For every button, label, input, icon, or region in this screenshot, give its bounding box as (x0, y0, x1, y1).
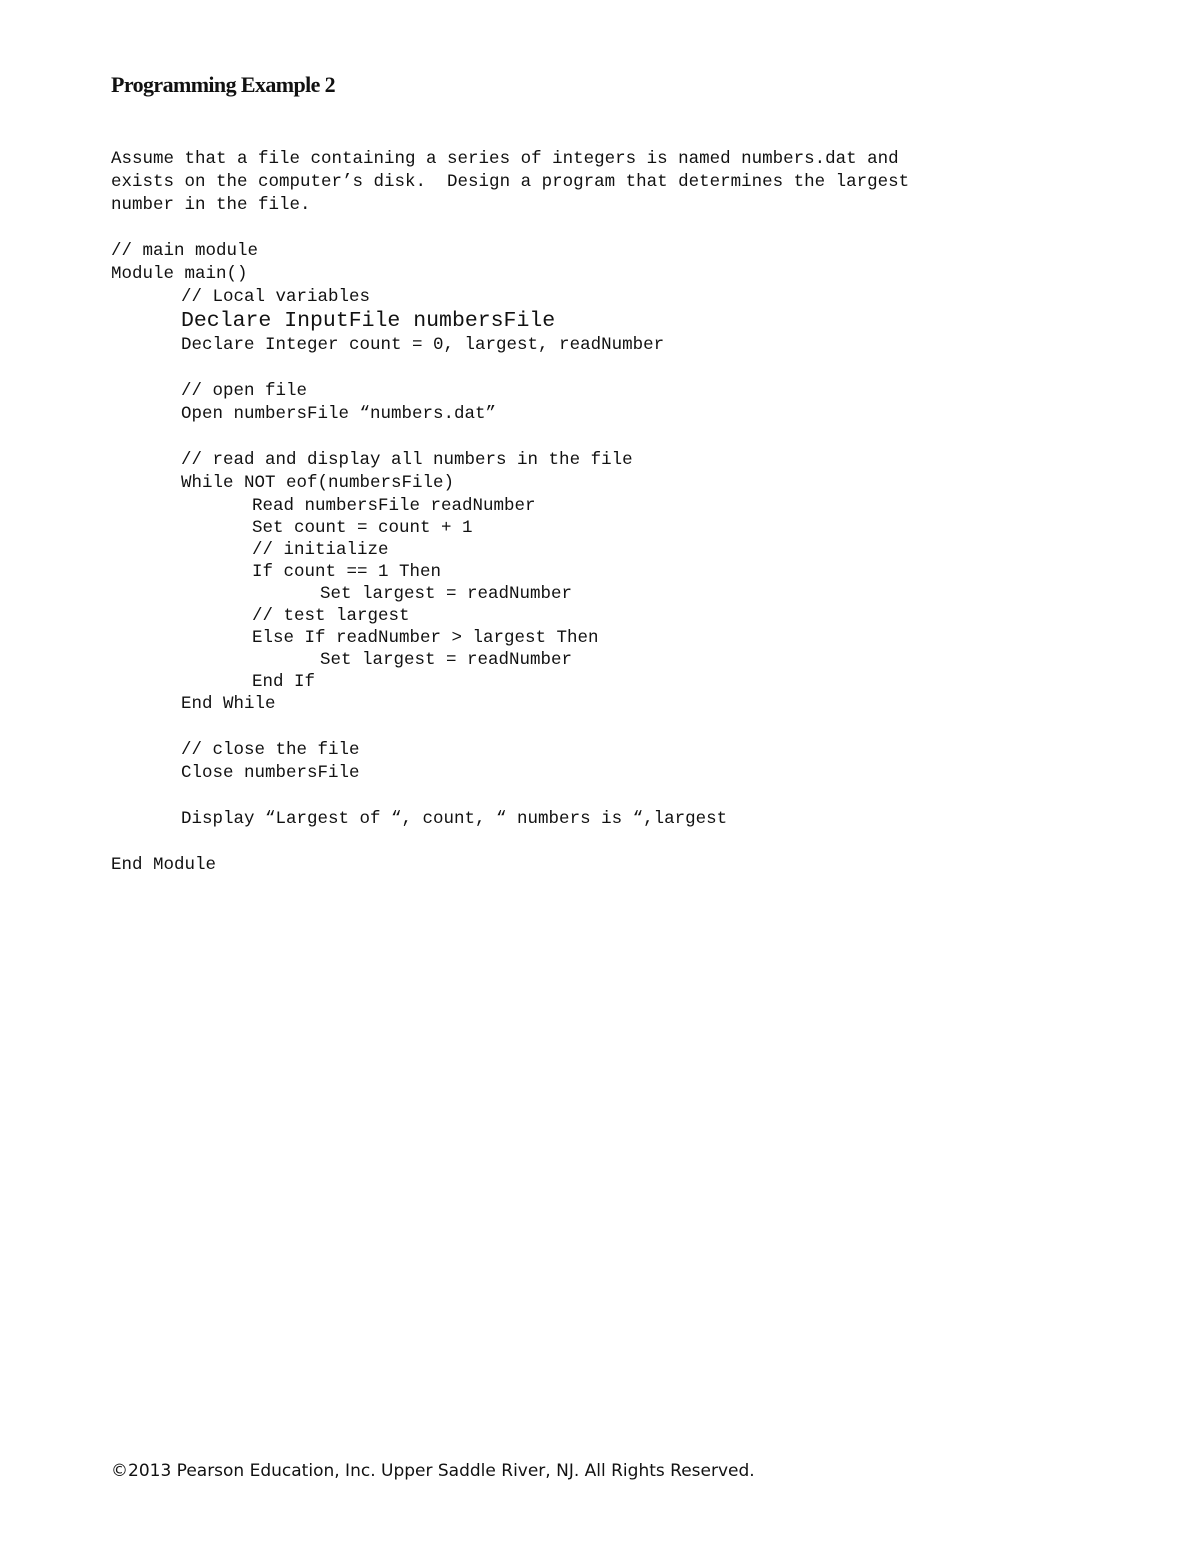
code-line: Module main() (111, 264, 248, 284)
code-line: // initialize (252, 540, 389, 560)
code-line: Set largest = readNumber (320, 650, 573, 670)
description-line: exists on the computer’s disk. Design a program that determines the largest (111, 172, 910, 192)
code-line: Declare Integer count = 0, largest, readNumber (181, 335, 665, 355)
code-line: // Local variables (181, 287, 371, 307)
description-line: number in the file. (111, 195, 311, 215)
code-line: // test largest (252, 606, 410, 626)
code-line: Read numbersFile readNumber (252, 496, 536, 516)
code-line: // close the file (181, 740, 360, 760)
blank-line (111, 716, 727, 739)
code-line: End If (252, 672, 316, 692)
code-line: // main module (111, 241, 259, 261)
pseudocode-block (111, 240, 727, 877)
code-line: Open numbersFile “numbers.dat” (181, 404, 497, 424)
code-line: Declare InputFile numbersFile (181, 309, 556, 333)
code-line: // open file (181, 381, 308, 401)
code-line: Set largest = readNumber (320, 584, 573, 604)
code-line: Display “Largest of “, count, “ numbers is “,largest (181, 809, 728, 829)
blank-line (111, 831, 727, 854)
blank-line (111, 426, 727, 449)
problem-description (111, 148, 909, 217)
page-title: Programming Example 2 (111, 72, 336, 97)
code-line: Set count = count + 1 (252, 518, 473, 538)
code-line: // read and display all numbers in the file (181, 450, 633, 470)
code-line: Else If readNumber > largest Then (252, 628, 599, 648)
copyright-footer: ©2013 Pearson Education, Inc. Upper Saddle River, NJ. All Rights Reserved. (111, 1461, 755, 1481)
code-line: Close numbersFile (181, 763, 360, 783)
code-line: If count == 1 Then (252, 562, 442, 582)
code-line: End Module (111, 855, 217, 875)
description-line: Assume that a file containing a series of integers is named numbers.dat and (111, 149, 899, 169)
code-line: End While (181, 694, 276, 714)
blank-line (111, 357, 727, 380)
blank-line (111, 785, 727, 808)
code-line: While NOT eof(numbersFile) (181, 473, 455, 493)
